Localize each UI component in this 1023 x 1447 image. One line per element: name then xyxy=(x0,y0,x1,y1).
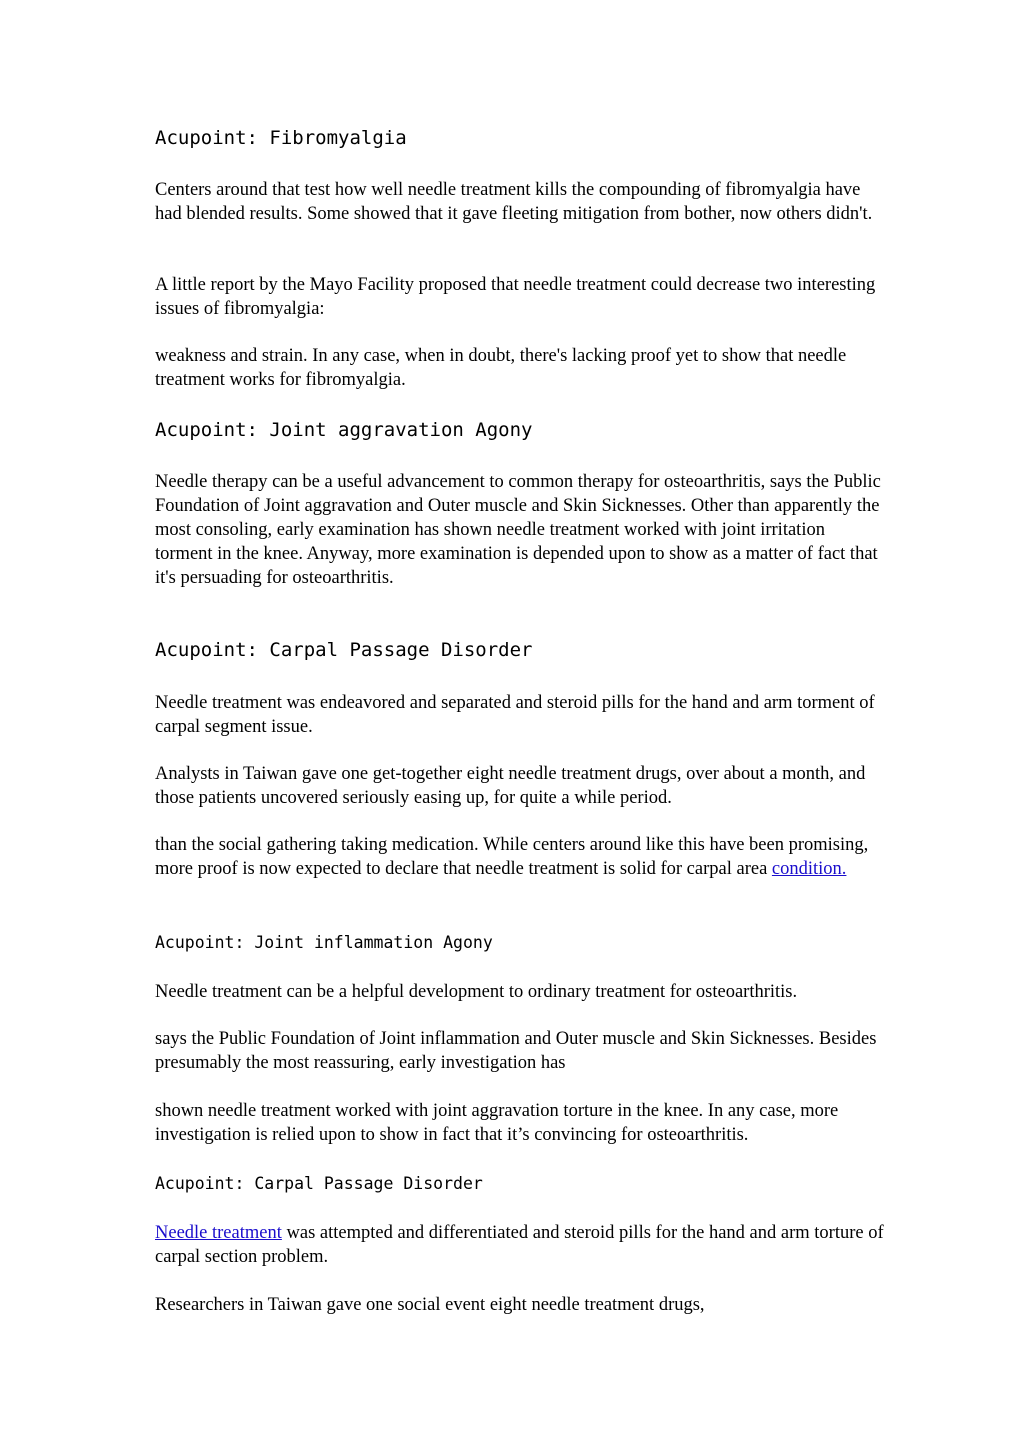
paragraph: Centers around that test how well needle treatment kills the compounding of fibromyalgia have had blended results. Some showed that it gave fleeting mitigation from bother, now others didn't. xyxy=(155,180,873,224)
section-heading: Acupoint: Carpal Passage Disorder xyxy=(155,1174,483,1193)
paragraph-text: was attempted and differentiated and steroid pills for the hand and arm torture of carpal section problem. xyxy=(155,1223,884,1267)
needle-treatment-link[interactable]: Needle treatment xyxy=(155,1223,282,1243)
paragraph: Needle treatment was endeavored and separated and steroid pills for the hand and arm torment of carpal segment issue. xyxy=(155,693,875,737)
paragraph-text: than the social gathering taking medication. While centers around like this have been promising, more proof is now expected to declare that needle treatment is solid for carpal area xyxy=(155,835,869,879)
paragraph: A little report by the Mayo Facility proposed that needle treatment could decrease two interesting issues of fibromyalgia: xyxy=(155,275,876,319)
paragraph: Analysts in Taiwan gave one get-together eight needle treatment drugs, over about a month, and those patients uncovered seriously easing up, for quite a while period. xyxy=(155,764,866,808)
paragraph: Needle treatment can be a helpful development to ordinary treatment for osteoarthritis. xyxy=(155,982,798,1002)
section-heading: Acupoint: Joint aggravation Agony xyxy=(155,419,533,441)
paragraph: shown needle treatment worked with joint aggravation torture in the knee. In any case, more investigation is relied upon to show in fact that it’s convincing for osteoarthritis. xyxy=(155,1101,839,1145)
section-heading: Acupoint: Fibromyalgia xyxy=(155,127,407,149)
paragraph: Needle therapy can be a useful advancement to common therapy for osteoarthritis, says the Public Foundation of Joint aggravation and Outer muscle and Skin Sicknesses. Other than apparently the most consoling, early examination has shown needle treatment worked with joint irritation torment in the knee. Anyway, more examination is depended upon to show as a matter of fact that it's persuading for osteoarthritis. xyxy=(155,472,881,588)
paragraph xyxy=(155,1221,885,1269)
paragraph: Researchers in Taiwan gave one social event eight needle treatment drugs, xyxy=(155,1295,705,1315)
paragraph: weakness and strain. In any case, when in doubt, there's lacking proof yet to show that needle treatment works for fibromyalgia. xyxy=(155,346,847,390)
section-heading: Acupoint: Joint inflammation Agony xyxy=(155,933,493,952)
section-heading: Acupoint: Carpal Passage Disorder xyxy=(155,639,533,661)
paragraph: says the Public Foundation of Joint inflammation and Outer muscle and Skin Sicknesses. Besides presumably the most reassuring, early investigation has xyxy=(155,1029,877,1073)
paragraph xyxy=(155,833,885,881)
condition-link[interactable]: condition. xyxy=(771,859,847,879)
